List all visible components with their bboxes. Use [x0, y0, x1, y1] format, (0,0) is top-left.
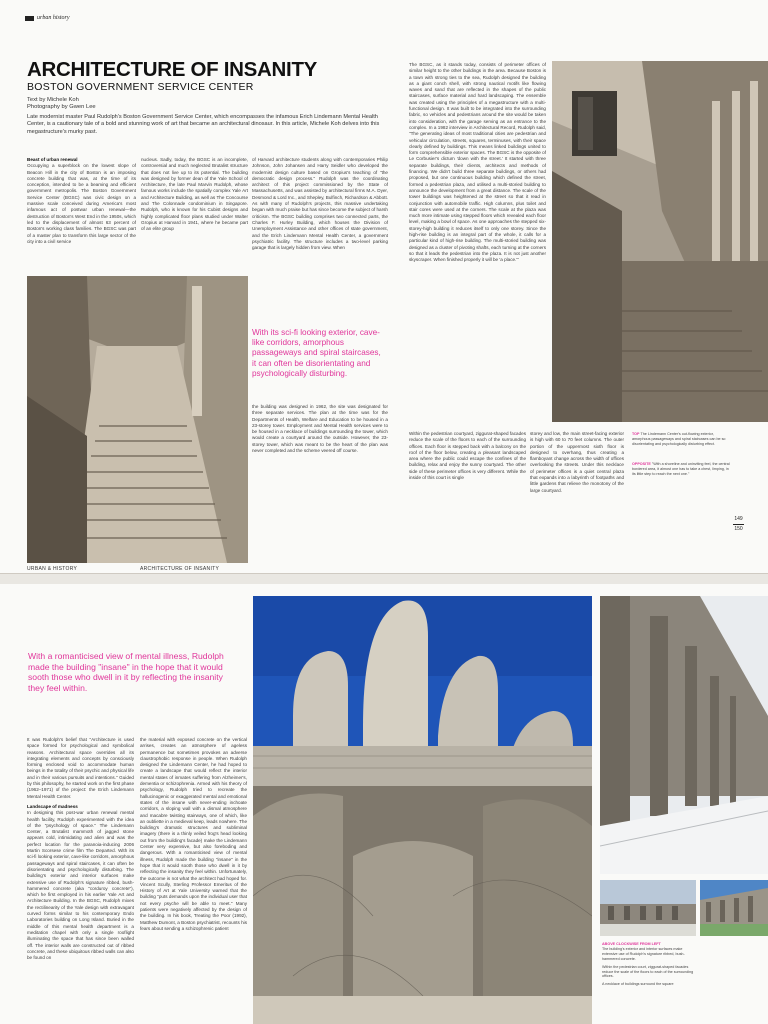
- section-heading: Beast of urban renewal: [27, 157, 78, 162]
- body-column-1: [27, 737, 134, 1024]
- brand-logo-icon: [25, 16, 34, 21]
- body-column-4: [409, 62, 546, 427]
- running-head-left: URBAN & HISTORY: [27, 566, 78, 572]
- body-text: In designing this post-war urban renewal mental health facility, Rudolph experimented with the idea of the "psychology of space." The Lindemann Center, a Brutalist mammoth of jagged stone appears cold, intimidating and alien and was the perfect location for the paranoia-inducing 2006 Martin Scorsese crime film The Departed. With its sci-fi looking exterior, cave-like corridors, amorphous passageways and spiral staircases, it can often be disorientating and psychologically disturbing. The building's exterior and interior surfaces make extensive use of Rudolph's signature ribbed, bush-hammered concrete (aka "corduroy concrete"), which he first employed in his earlier Yale Art and Architecture Building. In the BGSC, Rudolph mixes the rectilinearity of the Yale design with extravagant curved forms similar to his contemporary Endo Laboratories building on Long Island. Buried in the middle of this mental health department is a meditation chapel with only a single rooflight illuminating the space that has since been walled off. The interior walls are constructed out of ribbed concrete, and these ubiquitous ribbed walls can also be found on: [27, 810, 134, 961]
- body-text: the material with exposed concrete on the vertical arrises, creates an atmosphere of ageless permanence but sometimes provokes an adverse claustrophobic response in people. When Rudolph designed the Lindemann Center, he had hoped to create a landscape that would reflect the interior mental states of inmates suffering from Alzheimer's, dementia or schizophrenia. Armed with his theory of psychology, Rudolph tried to recreate the hallucinogenic or exaggerated mental and emotional states of the insane with never-ending inchoate corridors, a sloping wall with a dismal atmosphere and macabre twisting stairways, one of which, like an oubliette in a medieval keep, leads nowhere. The building's dramatic structures and subliminal imagery (there is a thinly veiled frog's head looking out from the building's facade) make the Lindemann Center very expensive, but also foreboding and dangerous. With a romanticised view of mental illness, Rudolph made the building "insane" in the hope that it would sooth those who dwell in it by reflecting the insanity they feel within. Unfortunately, the outcome is not what the architect had hoped for. Vincent Scully, Sterling Professor Emeritus of the History of Art at Yale University warned that the building "puts demands upon the individual user that not every psyche will be able to meet." Many patients were negatively affected by the design of the building. In his book, Treating the Poor (1992), Matthew Dumont, a Boston psychiatrist, recounts his fears about sending a schizophrenic patient: [140, 737, 247, 931]
- caption-text-2: Within the pedestrian court, ziggurat-shaped facades reduce the scale of the floors to each of the surrounding offices.: [602, 964, 694, 979]
- body-column-1: [27, 157, 136, 269]
- pull-quote: With a romanticised view of mental illness, Rudolph made the building "insane" in the hope that it would sooth those who dwell in it by reflecting the insanity they feel within.: [28, 651, 224, 693]
- running-head-right: ARCHITECTURE OF INSANITY: [140, 566, 220, 572]
- brand-label: urban history: [37, 15, 70, 21]
- page-number-rule: [733, 524, 744, 525]
- body-column-3a: [252, 157, 388, 323]
- body-column-2: [141, 157, 248, 269]
- body-text: nucleus. Sadly, today, the BGSC is an incomplete, controversial and much neglected Brutalist structure that does not live up to its potential. The building was designed by former dean of the Yale School of Architecture, the late Paul Marvin Rudolph, whose famous works include the spatially complex Yale Art and Architecture Building, as well as The Concourse and The Colonnade condominium in Singapore. Rudolph, who is known for his Cubist designs and highly complicated floor plans studied under Walter Gropius at Harvard in 1941, where he became part of an elite group: [141, 157, 248, 232]
- caption-label: OPPOSITE: [632, 462, 651, 466]
- bottom-spread: [0, 584, 768, 1024]
- text-credit: Text by Michele Koh: [27, 97, 79, 103]
- caption-label: TOP: [632, 432, 640, 436]
- page-number-b: 150: [734, 526, 743, 532]
- towers-photo: [253, 596, 592, 1024]
- magazine-brand: [25, 15, 70, 21]
- caption-text-1: The building's exterior and interior surfaces make extensive use of Rudolph's signature ribbed, bush-hammered concrete.: [602, 946, 685, 961]
- body-text: storey and low, the main street-facing exterior is high with 60 to 70 feet columns. The outer portion of the uppermost sixth floor is designed to overhang, thus creating a flamboyant change across the width of offices overlooking the streets. Under this necklace of perimeter offices is a quiet central plaza that expands into a labyrinth of footpaths and little gardens that relieve the monotony of the large courtyard.: [530, 431, 624, 493]
- page-number-a: 149: [734, 516, 743, 522]
- body-text: It was Rudolph's belief that "Architecture is used space formed for psychological and symbolical reasons. Architectural space overrides all its integrating elements and concepts by consciously forming enclosed void to accommodate human beings in the totality of their psychic and physical life and in their various pursuits and intentions." Guided by this philosophy, he started work on the first phase (1962–1971) of the project: the Erich Lindemann Mental Health Center.: [27, 737, 134, 799]
- body-text: Within the pedestrian courtyard, ziggurat-shaped facades reduce the scale of the floors to each of the surrounding offices. Each floor is stepped back with a balcony on the roof of the floor below, creating a pleasant landscaped area where the public could escape the confines of the building, relax and enjoy the sunny courtyard. The other side of these perimeter offices is very different. While the inside of this court is single: [409, 431, 526, 481]
- pull-quote: With its sci-fi looking exterior, cave-like corridors, amorphous passageways and spiral staircases, it can often be disorientating and psychologically disturbing.: [252, 328, 381, 378]
- article-subtitle: BOSTON GOVERNMENT SERVICE CENTER: [27, 81, 254, 93]
- caption-text-3: A necklace of buildings surround the square: [602, 982, 674, 987]
- caption-block: [602, 942, 697, 987]
- body-column-5a: [409, 431, 526, 511]
- small-photo-left: [600, 880, 696, 936]
- body-column-2: [140, 737, 247, 1024]
- body-text: The BGSC, as it stands today, consists of perimeter offices of similar height to the other buildings in the area. Because Boston is a town with strong ties to the sea, Rudolph designed the building as a giant conch shell, with strong nautical motifs like flowing waves and sand that are reflected in the shapes of the public staircases, surface material and hard landscaping. The ensemble was created using the principles of a megastructure with a multi-functional design. It was built to be integrated into the surrounding fabric, so vehicles and pedestrians around the site would be taken into consideration, with the garage serving as an entrance to the complex. In a 1982 interview in Architectural Record, Rudolph said, "The generating ideas of most traditional cities are pedestrian and vehicular circulation, streets, squares, terminuses, with their space clearly defined by buildings. This means linked buildings united to form comprehensible exterior spaces. The BGSC is the opposite of Le Corbusier's dictum 'down with the street.' It started with three separate buildings, their clients, architects and methods of financing. We didn't build three separate buildings, or others had proposed, but one continuous building which defined the street, formed a pedestrian plaza, and utilised a multi-storied building to announce the development from a great distance. The scale of the tower buildings was heightened at the street so that it read in conjunction with automobile traffic. High columns, plus toilet and stair cores were used at the corners. The scale at the plaza was much more intimate using stepped floors which revealed each floor level, making a bowl of space. As one approaches the stepped six-storey-high building it reduces itself to only one storey. Since the high-rise building is an integral part of the whole, it calls for a particular kind of high-rise building. The multi-storied building was designed as a cluster of pivoting shafts, each turning at the corners so that it leads the pedestrian into the plaza. It is not just another skyscraper. When finished properly it will be 'a place.'": [409, 62, 546, 263]
- body-column-3b: [252, 404, 388, 496]
- photo-credit: Photography by Gwen Lee: [27, 104, 96, 110]
- stairway-photo: [27, 276, 248, 563]
- article-title: ARCHITECTURE OF INSANITY: [27, 58, 318, 81]
- columns-photo: [600, 596, 768, 874]
- article-dek: Late modernist master Paul Rudolph's Boston Government Service Center, which encompasses the infamous Erich Lindemann Mental Health Center, is a cautionary tale of a bold and stunning work of art that became an architectural dinosaur. In this article, Michele Koh delves into this megastructure's murky past.: [27, 114, 380, 135]
- body-text: the building was designed in 1962, the site was designated for three separate services. The plan at the time was for the Departments of Health, Welfare and Education to be housed in a 23-storey tower. Employment and Mental Health services were to be housed in a necklace of buildings surrounding the tower, which would create a courtyard around the outside. However, the 23-storey tower, which was meant to be the heart of the plan was never completed and the scheme veered off course.: [252, 404, 388, 454]
- body-column-5b: [530, 431, 624, 511]
- section-heading: Landscape of madness: [27, 803, 78, 809]
- body-text: Occupying a superblock on the lowest slope of Beacon Hill in the city of Boston is an imposing concrete building that was, at the time of its conception, intended to be a beaming and efficient government metropolis. The Boston Government Service Center (BGSC) was civic design on a massive scale conceived during America's most infamous act of postwar urban renewal—the destruction of Boston's West End in the 1950s, which led to the displacement of almost 63 percent of Boston's working class families. The BGSC was part of a master plan to transform this large sector of the city into a civil service: [27, 163, 136, 244]
- caption-opposite: [632, 462, 732, 477]
- body-text: of Harvard architecture students along with contemporaries Philip Johnson, John Johansen and Harry Seidler who developed the modernist design culture based on Gropius's teaching of "the democratic design process." Rudolph was the coordinating architect of this project commissioned by the State of Massachusetts, and was assisted by architectural firms M.A. Dyer, Desmond & Lord Inc., and Shepley, Bulfinch, Richardson & Abbott. As with many of Rudolph's projects, this massive undertaking began with much praise but has since become the subject of harsh criticism. The BGSC building comprises two connected parts, the Charles F. Hurley Building, which houses the Division of Unemployment Assistance and other offices of state government, and the Erich Lindemann Mental Health Center, a government psychiatric facility. The structure includes a two-level parking garage that is largely hidden from view. When: [252, 157, 388, 251]
- caption-text: "With a shoreline and uninviting feel, the central bordered area, it almost one has to take a chest, limping, in its little step to reach the next one.": [632, 462, 730, 476]
- small-photo-right: [700, 880, 768, 936]
- corridor-photo: [552, 61, 768, 422]
- caption-top: [632, 432, 732, 447]
- caption-text: The Lindemann Center's out-flowing exterior, amorphous passageways and spiral staircases can be so disorientating and psychologically disturbing effect.: [632, 432, 726, 446]
- page-number: [733, 515, 744, 534]
- caption-label: ABOVE CLOCKWISE FROM LEFT: [602, 942, 661, 946]
